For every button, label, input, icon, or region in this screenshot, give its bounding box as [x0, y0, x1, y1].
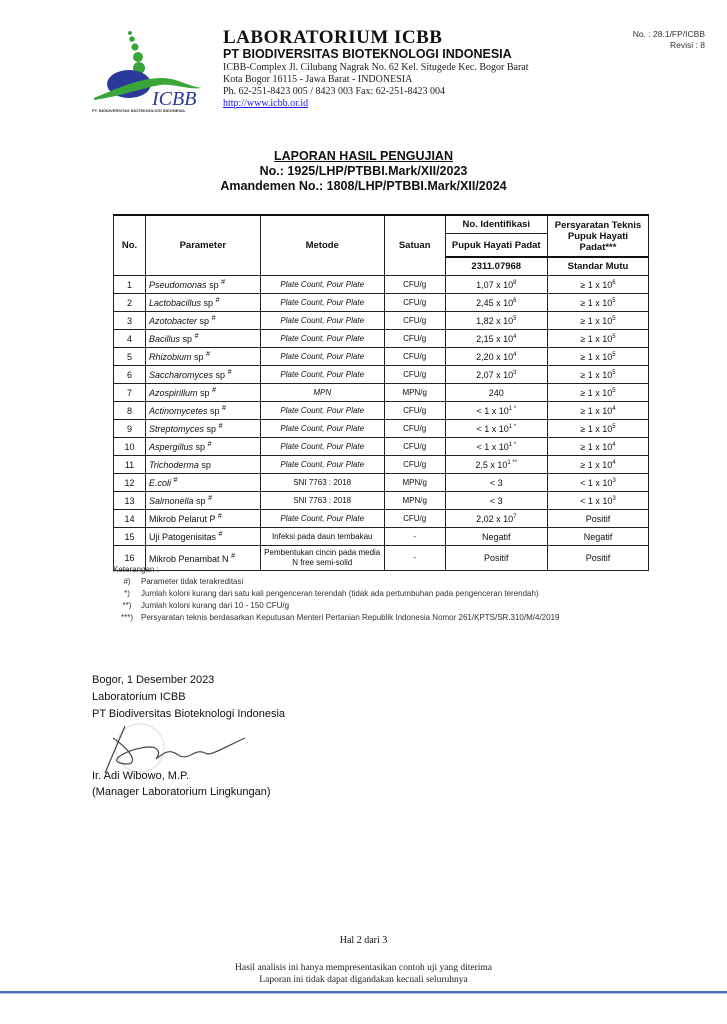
result-value: 2,15 x 10 [476, 333, 514, 344]
cell-unit: CFU/g [384, 456, 445, 474]
value-exponent: 8 [513, 279, 517, 286]
note-item [113, 589, 559, 598]
header-parameter: Parameter [146, 215, 261, 276]
parameter-suffix: sp [180, 334, 193, 344]
value-exponent: 1 [507, 459, 511, 466]
not-accredited-mark: # [194, 333, 199, 340]
cell-no: 5 [114, 348, 146, 366]
table-row [114, 510, 649, 528]
parameter-genus: Rhizobium [149, 352, 192, 362]
cell-unit: MPN/g [384, 492, 445, 510]
cell-unit: CFU/g [384, 402, 445, 420]
cell-result [445, 420, 547, 438]
parameter-suffix: sp [197, 316, 210, 326]
form-info [633, 29, 705, 51]
address-line-1: ICBB-Complex Jl. Cilubang Nagrak No. 62 Kel. Situgede Kec. Bogor Barat [223, 62, 529, 73]
cell-parameter [146, 492, 261, 510]
cell-method: Plate Count, Pour Plate [260, 294, 384, 312]
standard-value: ≥ 1 x 10 [580, 279, 613, 290]
cell-method: Plate Count, Pour Plate [260, 438, 384, 456]
standard-value: ≥ 1 x 10 [580, 459, 613, 470]
cell-no: 8 [114, 402, 146, 420]
revision: Revisi : 8 [670, 40, 705, 50]
cell-result [445, 474, 547, 492]
cell-result [445, 528, 547, 546]
cell-method: Plate Count, Pour Plate [260, 402, 384, 420]
standard-value: ≥ 1 x 10 [580, 333, 613, 344]
results-table [113, 214, 649, 571]
cell-method: Plate Count, Pour Plate [260, 456, 384, 474]
cell-no: 14 [114, 510, 146, 528]
cell-no: 11 [114, 456, 146, 474]
table-row [114, 528, 649, 546]
cell-result [445, 438, 547, 456]
cell-result [445, 384, 547, 402]
not-accredited-mark: # [221, 279, 225, 286]
result-value: < 3 [489, 477, 503, 488]
standard-exponent: 3 [612, 495, 616, 502]
note-text: Persyaratan teknis berdasarkan Keputusan Menteri Pertanian Republik Indonesia Nomor 261/KPTS/SR.310/M/4/2019 [141, 613, 560, 622]
standard-value: ≥ 1 x 10 [580, 315, 613, 326]
note-mark: **) [122, 601, 132, 610]
cell-result [445, 366, 547, 384]
not-accredited-mark: # [212, 387, 216, 394]
not-accredited-mark: # [173, 477, 178, 484]
cell-standard [547, 312, 648, 330]
website-link[interactable]: http://www.icbb.or.id [223, 98, 309, 109]
standard-value: ≥ 1 x 10 [580, 441, 613, 452]
table-row [114, 330, 649, 348]
parameter-genus: Lactobacillus [149, 298, 202, 308]
parameter-genus: Pseudomonas [149, 280, 207, 290]
table-row [114, 456, 649, 474]
cell-standard [547, 474, 648, 492]
cell-result [445, 330, 547, 348]
table-row [114, 474, 649, 492]
standard-exponent: 3 [612, 477, 616, 484]
result-value: 1,07 x 10 [476, 279, 514, 290]
parameter-name: Mikrob Pelarut P [149, 514, 216, 524]
cell-method: Infeksi pada daun tembakau [260, 528, 384, 546]
signer [92, 768, 271, 800]
cell-parameter [146, 474, 261, 492]
parameter-genus: Trichoderma [149, 459, 199, 470]
cell-standard [547, 402, 648, 420]
standard-exponent: 5 [612, 351, 616, 358]
lab-title: LABORATORIUM ICBB [223, 27, 443, 48]
cell-no: 4 [114, 330, 146, 348]
value-exponent: 7 [513, 513, 517, 520]
standard-value: ≥ 1 x 10 [580, 297, 613, 308]
header-no: No. [114, 215, 146, 276]
standard-exponent: 4 [612, 405, 616, 412]
cell-method: Plate Count, Pour Plate [260, 312, 384, 330]
notes-heading: Keterangan : [113, 565, 159, 574]
parameter-suffix: sp [198, 459, 211, 470]
company-name: PT BIODIVERSITAS BIOTEKNOLOGI INDONESIA [223, 47, 512, 61]
value-exponent: 1 [508, 441, 513, 448]
standard-exponent: 5 [612, 333, 616, 340]
disclaimer [0, 962, 727, 986]
cell-unit: CFU/g [384, 366, 445, 384]
not-accredited-mark: # [218, 531, 223, 538]
standard-value: ≥ 1 x 10 [580, 405, 613, 416]
cell-no: 12 [114, 474, 146, 492]
table-row [114, 294, 649, 312]
standard-exponent: 5 [612, 297, 616, 304]
note-mark: #) [123, 577, 131, 586]
icbb-logo [92, 28, 212, 113]
cell-no: 7 [114, 384, 146, 402]
not-accredited-mark: # [215, 297, 220, 304]
form-number: No. : 28.1/FP/ICBB [632, 29, 705, 39]
cell-no: 13 [114, 492, 146, 510]
parameter-genus: Salmonella [149, 496, 194, 506]
signature-lab: Laboratorium ICBB [92, 691, 186, 703]
cell-standard [547, 456, 648, 474]
cell-unit: CFU/g [384, 420, 445, 438]
table-row [114, 420, 649, 438]
cell-standard [547, 510, 648, 528]
parameter-suffix: sp [193, 442, 206, 452]
cell-no: 15 [114, 528, 146, 546]
header-method: Metode [260, 215, 384, 276]
cell-method: Plate Count, Pour Plate [260, 348, 384, 366]
not-accredited-mark: # [218, 423, 223, 430]
table-row [114, 348, 649, 366]
header-sample-type: Pupuk Hayati Padat [445, 234, 547, 258]
cell-parameter [146, 402, 261, 420]
cell-result [445, 348, 547, 366]
table-row [114, 366, 649, 384]
cell-method: Plate Count, Pour Plate [260, 276, 384, 294]
cell-standard [547, 366, 648, 384]
cell-unit: CFU/g [384, 438, 445, 456]
parameter-genus: Actinomycetes [149, 406, 208, 416]
result-value: 2,02 x 10 [476, 513, 514, 524]
result-value: 2,20 x 10 [476, 351, 514, 362]
logo-dot [133, 52, 143, 62]
cell-method: MPN [260, 384, 384, 402]
address-line-2: Kota Bogor 16115 - Jawa Barat - INDONESIA [223, 74, 413, 85]
cell-no: 16 [114, 546, 146, 571]
cell-method: Plate Count, Pour Plate [260, 510, 384, 528]
cell-parameter [146, 528, 261, 546]
parameter-name: Uji Patogenisitas [149, 532, 217, 542]
header-standard: Standar Mutu [547, 257, 648, 276]
not-accredited-mark: # [206, 351, 210, 358]
result-value: < 1 x 10 [476, 441, 509, 452]
standard-exponent: 5 [612, 315, 616, 322]
value-exponent: 4 [513, 351, 517, 358]
note-item [113, 577, 559, 586]
cell-no: 6 [114, 366, 146, 384]
parameter-genus: Azospirillum [149, 388, 198, 398]
cell-no: 2 [114, 294, 146, 312]
value-note: * [512, 405, 517, 412]
table-row [114, 438, 649, 456]
not-accredited-mark: # [227, 369, 232, 376]
cell-result [445, 492, 547, 510]
cell-result [445, 294, 547, 312]
not-accredited-mark: # [211, 315, 216, 322]
cell-unit: - [384, 528, 445, 546]
value-note: * [512, 441, 517, 448]
cell-no: 10 [114, 438, 146, 456]
parameter-suffix: sp [201, 298, 214, 308]
note-text: Parameter tidak terakreditasi [141, 577, 244, 586]
cell-standard [547, 492, 648, 510]
notes [113, 565, 559, 622]
parameter-genus: Bacillus [149, 334, 181, 344]
cell-standard [547, 384, 648, 402]
note-text: Jumlah koloni kurang dari 10 - 150 CFU/g [141, 601, 290, 610]
value-note: * [512, 423, 517, 430]
standard-exponent: 5 [612, 369, 616, 376]
cell-method: Plate Count, Pour Plate [260, 330, 384, 348]
cell-standard [547, 438, 648, 456]
result-value: 1,82 x 10 [476, 315, 514, 326]
cell-method: Plate Count, Pour Plate [260, 366, 384, 384]
cell-parameter [146, 438, 261, 456]
parameter-suffix: sp [191, 352, 204, 362]
cell-parameter [146, 294, 261, 312]
header-unit: Satuan [384, 215, 445, 276]
parameter-suffix: sp [207, 406, 220, 416]
parameter-suffix: sp [206, 280, 219, 290]
cell-standard [547, 546, 648, 571]
standard-value: ≥ 1 x 10 [580, 351, 613, 362]
cell-parameter [146, 420, 261, 438]
not-accredited-mark: # [207, 441, 212, 448]
result-value: < 3 [489, 495, 503, 506]
signature-block [92, 672, 285, 723]
result-value: < 1 x 10 [476, 423, 509, 434]
amendment-number: Amandemen No.: 1808/LHP/PTBBI.Mark/XII/2024 [220, 179, 507, 193]
cell-standard [547, 330, 648, 348]
standard-exponent: 6 [612, 279, 616, 286]
standard-value: Negatif [583, 531, 613, 542]
parameter-suffix: sp [193, 496, 206, 506]
footer-rule-shadow [0, 993, 727, 994]
logo-text: ICBB [152, 88, 197, 110]
standard-exponent: 5 [612, 423, 616, 430]
parameter-genus: E.coli [149, 478, 172, 488]
note-item [113, 613, 559, 622]
cell-no: 1 [114, 276, 146, 294]
standard-value: < 1 x 10 [580, 477, 613, 488]
cell-no: 3 [114, 312, 146, 330]
value-exponent: 1 [508, 423, 513, 430]
report-title: LAPORAN HASIL PENGUJIAN [274, 149, 453, 163]
cell-unit: MPN/g [384, 474, 445, 492]
cell-result [445, 312, 547, 330]
logo-subtext: PT. BIODIVERSITAS BIOTEKNOLOGI INDONESIA [92, 108, 186, 113]
standard-value: ≥ 1 x 10 [580, 387, 613, 398]
cell-parameter [146, 276, 261, 294]
parameter-suffix: sp [204, 424, 217, 434]
standard-value: Positif [585, 553, 611, 563]
parameter-genus: Saccharomyces [149, 370, 214, 380]
cell-parameter [146, 366, 261, 384]
not-accredited-mark: # [231, 553, 235, 560]
cell-unit: MPN/g [384, 384, 445, 402]
note-text: Jumlah koloni kurang dari satu kali pengenceran terendah (tidak ada pertumbuhan pada pengenceran terendah) [141, 589, 539, 598]
disclaimer-line-1: Hasil analisis ini hanya mempresentasikan contoh uji yang diterima [235, 963, 492, 973]
standard-value: ≥ 1 x 10 [580, 423, 613, 434]
note-mark: ***) [120, 613, 133, 622]
cell-unit: CFU/g [384, 510, 445, 528]
parameter-genus: Streptomyces [149, 424, 205, 434]
result-value: < 1 x 10 [476, 405, 509, 416]
signature-company: PT Biodiversitas Bioteknologi Indonesia [92, 708, 286, 720]
value-exponent: 1 [508, 405, 513, 412]
result-value: Negatif [481, 531, 511, 542]
cell-standard [547, 528, 648, 546]
cell-standard [547, 348, 648, 366]
standard-exponent: 4 [612, 459, 616, 466]
cell-method: SNI 7763 : 2018 [260, 492, 384, 510]
value-exponent: 3 [513, 369, 517, 376]
standard-value: Positif [585, 513, 611, 524]
cell-result [445, 276, 547, 294]
cell-no: 9 [114, 420, 146, 438]
cell-method: Plate Count, Pour Plate [260, 420, 384, 438]
cell-method: Pembentukan cincin pada media N free semi-solid [260, 546, 384, 571]
value-note: ** [510, 459, 518, 466]
parameter-genus: Azotobacter [149, 316, 198, 326]
not-accredited-mark: # [222, 405, 226, 412]
parameter-suffix: sp [213, 370, 226, 380]
result-value: Positif [484, 553, 509, 563]
result-value: 2,45 x 10 [476, 297, 514, 308]
note-mark: *) [124, 589, 130, 598]
cell-result [445, 456, 547, 474]
cell-parameter [146, 384, 261, 402]
cell-parameter [146, 312, 261, 330]
page-number: Hal 2 dari 3 [339, 935, 388, 946]
result-value: 2,07 x 10 [476, 369, 514, 380]
cell-unit: CFU/g [384, 312, 445, 330]
header-requirement: Persyaratan Teknis Pupuk Hayati Padat*** [547, 215, 648, 257]
signer-name: Ir. Adi Wibowo, M.P. [92, 770, 190, 782]
table-row [114, 276, 649, 294]
standard-value: < 1 x 10 [580, 495, 613, 506]
signer-position: (Manager Laboratorium Lingkungan) [92, 786, 271, 798]
cell-result [445, 510, 547, 528]
standard-value: ≥ 1 x 10 [580, 369, 613, 380]
value-exponent: 5 [513, 315, 517, 322]
header-sample-id: 2311.07968 [445, 257, 547, 276]
cell-parameter [146, 456, 261, 474]
cell-unit: CFU/g [384, 294, 445, 312]
cell-method: SNI 7763 : 2018 [260, 474, 384, 492]
report-titles [0, 148, 727, 194]
result-value: 2,5 x 10 [475, 459, 508, 470]
standard-exponent: 4 [612, 441, 616, 448]
cell-parameter [146, 348, 261, 366]
parameter-suffix: sp [197, 388, 210, 398]
cell-standard [547, 294, 648, 312]
standard-exponent: 5 [612, 387, 616, 394]
header-identification: No. Identifikasi [445, 215, 547, 234]
cell-unit: CFU/g [384, 276, 445, 294]
table-row [114, 384, 649, 402]
logo-dot [131, 43, 138, 50]
parameter-name: Mikrob Penambat N [149, 554, 229, 564]
cell-parameter [146, 510, 261, 528]
value-exponent: 6 [513, 297, 517, 304]
not-accredited-mark: # [217, 513, 222, 520]
parameter-genus: Aspergillus [149, 442, 194, 452]
disclaimer-line-2: Laporan ini tidak dapat digandakan kecuali seluruhnya [259, 975, 468, 985]
cell-standard [547, 420, 648, 438]
phone-line: Ph. 62-251-8423 005 / 8423 003 Fax: 62-251-8423 004 [223, 86, 445, 97]
logo-dot [128, 31, 132, 35]
place-date: Bogor, 1 Desember 2023 [92, 674, 215, 686]
cell-unit: - [384, 546, 445, 571]
cell-unit: CFU/g [384, 330, 445, 348]
result-value: 240 [488, 387, 504, 398]
report-number: No.: 1925/LHP/PTBBI.Mark/XII/2023 [259, 164, 468, 178]
table-row [114, 402, 649, 420]
table-row [114, 312, 649, 330]
value-exponent: 4 [513, 333, 517, 340]
cell-unit: CFU/g [384, 348, 445, 366]
cell-standard [547, 276, 648, 294]
note-item [113, 601, 559, 610]
cell-parameter [146, 330, 261, 348]
cell-result [445, 402, 547, 420]
table-row [114, 492, 649, 510]
logo-dot [129, 36, 135, 42]
not-accredited-mark: # [208, 495, 212, 502]
